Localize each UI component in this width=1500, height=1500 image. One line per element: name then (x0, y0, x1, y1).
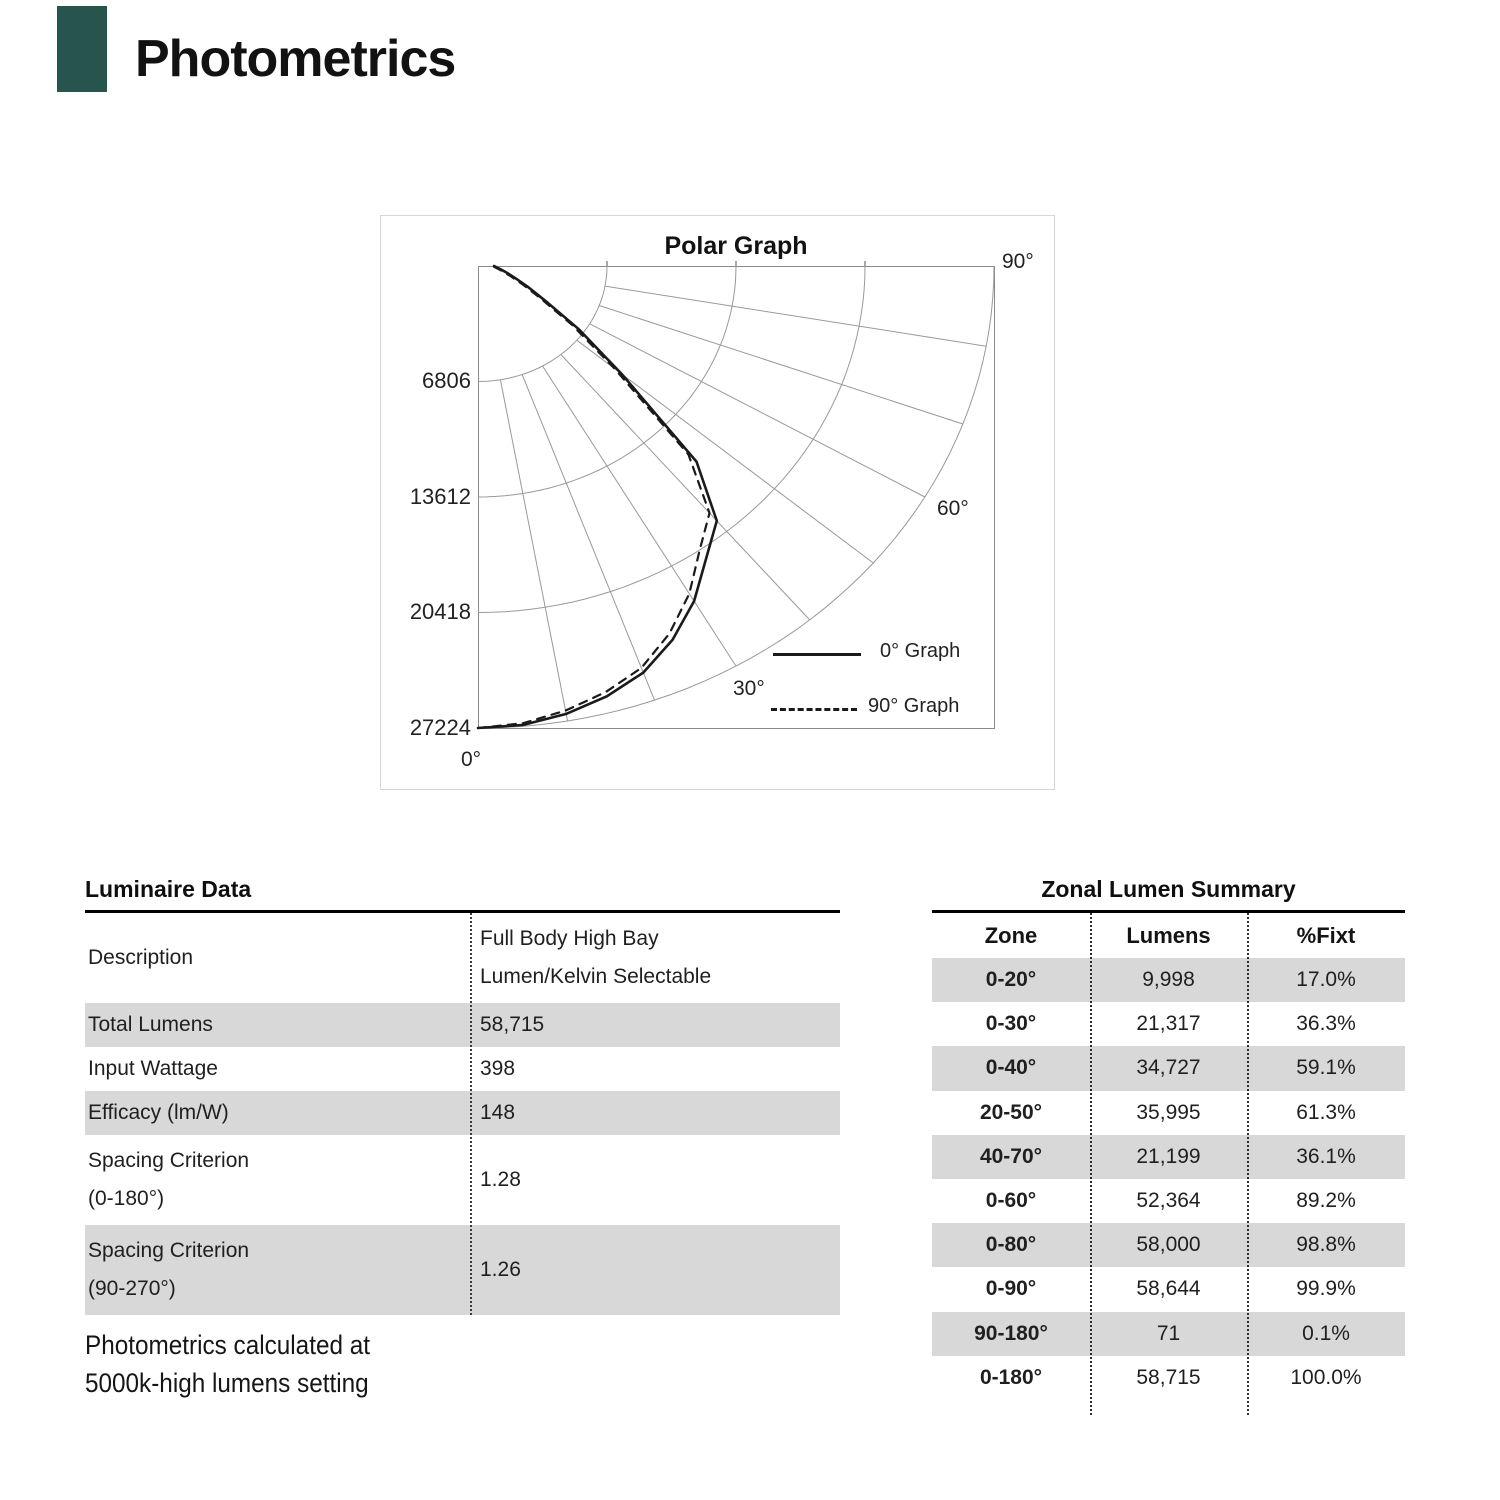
zonal-cell-lumens: 52,364 (1136, 1189, 1201, 1213)
column-divider (470, 913, 472, 1315)
zonal-table-body (932, 913, 1405, 1400)
zonal-cell-lumens: 35,995 (1136, 1100, 1201, 1124)
zonal-cell-pctfixt: 36.3% (1296, 1012, 1356, 1036)
luminaire-row (85, 1047, 840, 1091)
photometrics-note: Photometrics calculated at 5000k-high lumens setting (85, 1330, 371, 1398)
luminaire-row-value: 1.26 (480, 1258, 521, 1281)
angle-tick-label: 90° (1002, 250, 1034, 273)
luminaire-table-body (85, 913, 840, 1315)
zonal-table-title: Zonal Lumen Summary (932, 876, 1405, 913)
zonal-cell-zone: 90-180° (974, 1321, 1048, 1345)
legend-label-0deg: 0° Graph (880, 640, 961, 662)
luminaire-row (85, 1091, 840, 1135)
zonal-cell-pctfixt: 98.8% (1296, 1233, 1356, 1257)
luminaire-row (85, 1135, 840, 1225)
polar-graph-title: Polar Graph (664, 232, 808, 260)
luminaire-table-title: Luminaire Data (85, 876, 840, 913)
zonal-row (932, 1179, 1405, 1223)
luminaire-row-value: 1.28 (480, 1168, 521, 1191)
zonal-header-pctfixt: %Fixt (1296, 922, 1356, 948)
zonal-cell-zone: 0-20° (985, 968, 1037, 992)
zonal-cell-lumens: 21,199 (1136, 1144, 1201, 1168)
zonal-header-row (932, 913, 1405, 958)
radial-tick-label: 6806 (422, 368, 471, 393)
zonal-cell-zone: 0-60° (985, 1189, 1037, 1213)
zonal-row (932, 1135, 1405, 1179)
zonal-cell-lumens: 71 (1156, 1321, 1181, 1345)
zonal-row (932, 1267, 1405, 1311)
zonal-cell-pctfixt: 61.3% (1296, 1100, 1356, 1124)
zonal-cell-zone: 0-40° (985, 1056, 1037, 1080)
zonal-cell-lumens: 58,644 (1136, 1277, 1201, 1301)
zonal-cell-pctfixt: 17.0% (1296, 968, 1356, 992)
luminaire-row-label: Total Lumens (88, 1013, 213, 1036)
radial-tick-label: 20418 (409, 599, 471, 624)
zonal-cell-zone: 0-180° (979, 1365, 1043, 1389)
zonal-header-zone: Zone (984, 922, 1038, 948)
luminaire-data-table (85, 876, 840, 1315)
zonal-cell-zone: 20-50° (979, 1100, 1043, 1124)
zonal-lumen-summary-table (932, 876, 1405, 1400)
zonal-row (932, 1046, 1405, 1090)
angle-tick-label: 30° (733, 677, 765, 700)
radial-tick-label: 13612 (409, 484, 471, 509)
zonal-cell-pctfixt: 59.1% (1296, 1056, 1356, 1080)
zonal-cell-lumens: 9,998 (1142, 968, 1195, 992)
luminaire-row-value: 148 (480, 1101, 516, 1124)
zonal-row (932, 1002, 1405, 1046)
zonal-row (932, 1223, 1405, 1267)
zonal-row (932, 958, 1405, 1002)
page-title: Photometrics (135, 30, 456, 88)
luminaire-row-label: Efficacy (lm/W) (88, 1101, 229, 1124)
angle-tick-label: 0° (461, 748, 482, 771)
zonal-cell-zone: 0-90° (985, 1277, 1037, 1301)
zonal-cell-zone: 0-80° (985, 1233, 1037, 1257)
zonal-cell-pctfixt: 100.0% (1290, 1365, 1362, 1389)
zonal-row (932, 1356, 1405, 1400)
zonal-cell-pctfixt: 89.2% (1296, 1189, 1356, 1213)
zonal-cell-zone: 40-70° (979, 1144, 1043, 1168)
luminaire-row-label: Spacing Criterion (0-180°) (88, 1149, 250, 1210)
accent-square (57, 6, 107, 92)
luminaire-row-value: 398 (480, 1057, 516, 1080)
luminaire-row (85, 1003, 840, 1047)
zonal-cell-lumens: 21,317 (1136, 1012, 1201, 1036)
zonal-row (932, 1091, 1405, 1135)
angle-tick-label: 60° (937, 497, 969, 520)
zonal-cell-lumens: 34,727 (1136, 1056, 1201, 1080)
zonal-cell-pctfixt: 0.1% (1302, 1321, 1350, 1345)
zonal-header-lumens: Lumens (1126, 922, 1211, 948)
zonal-cell-pctfixt: 36.1% (1296, 1144, 1356, 1168)
zonal-row (932, 1312, 1405, 1356)
luminaire-row-value: Full Body High Bay Lumen/Kelvin Selectable (480, 927, 712, 988)
luminaire-row-label: Input Wattage (88, 1057, 218, 1080)
luminaire-row (85, 1225, 840, 1315)
legend-solid-line-swatch (773, 653, 861, 656)
column-divider (1090, 913, 1092, 1415)
zonal-cell-zone: 0-30° (985, 1012, 1037, 1036)
legend-label-90deg: 90° Graph (868, 695, 960, 717)
zonal-cell-lumens: 58,715 (1136, 1365, 1201, 1389)
polar-graph-panel (380, 215, 1055, 790)
radial-tick-label: 27224 (409, 715, 471, 740)
column-divider (1247, 913, 1249, 1415)
luminaire-row-label: Description (88, 946, 194, 969)
zonal-cell-pctfixt: 99.9% (1296, 1277, 1356, 1301)
luminaire-row (85, 913, 840, 1003)
legend-dashed-line-swatch (771, 708, 857, 711)
luminaire-row-label: Spacing Criterion (90-270°) (88, 1239, 250, 1300)
luminaire-row-value: 58,715 (480, 1013, 545, 1036)
zonal-cell-lumens: 58,000 (1136, 1233, 1201, 1257)
